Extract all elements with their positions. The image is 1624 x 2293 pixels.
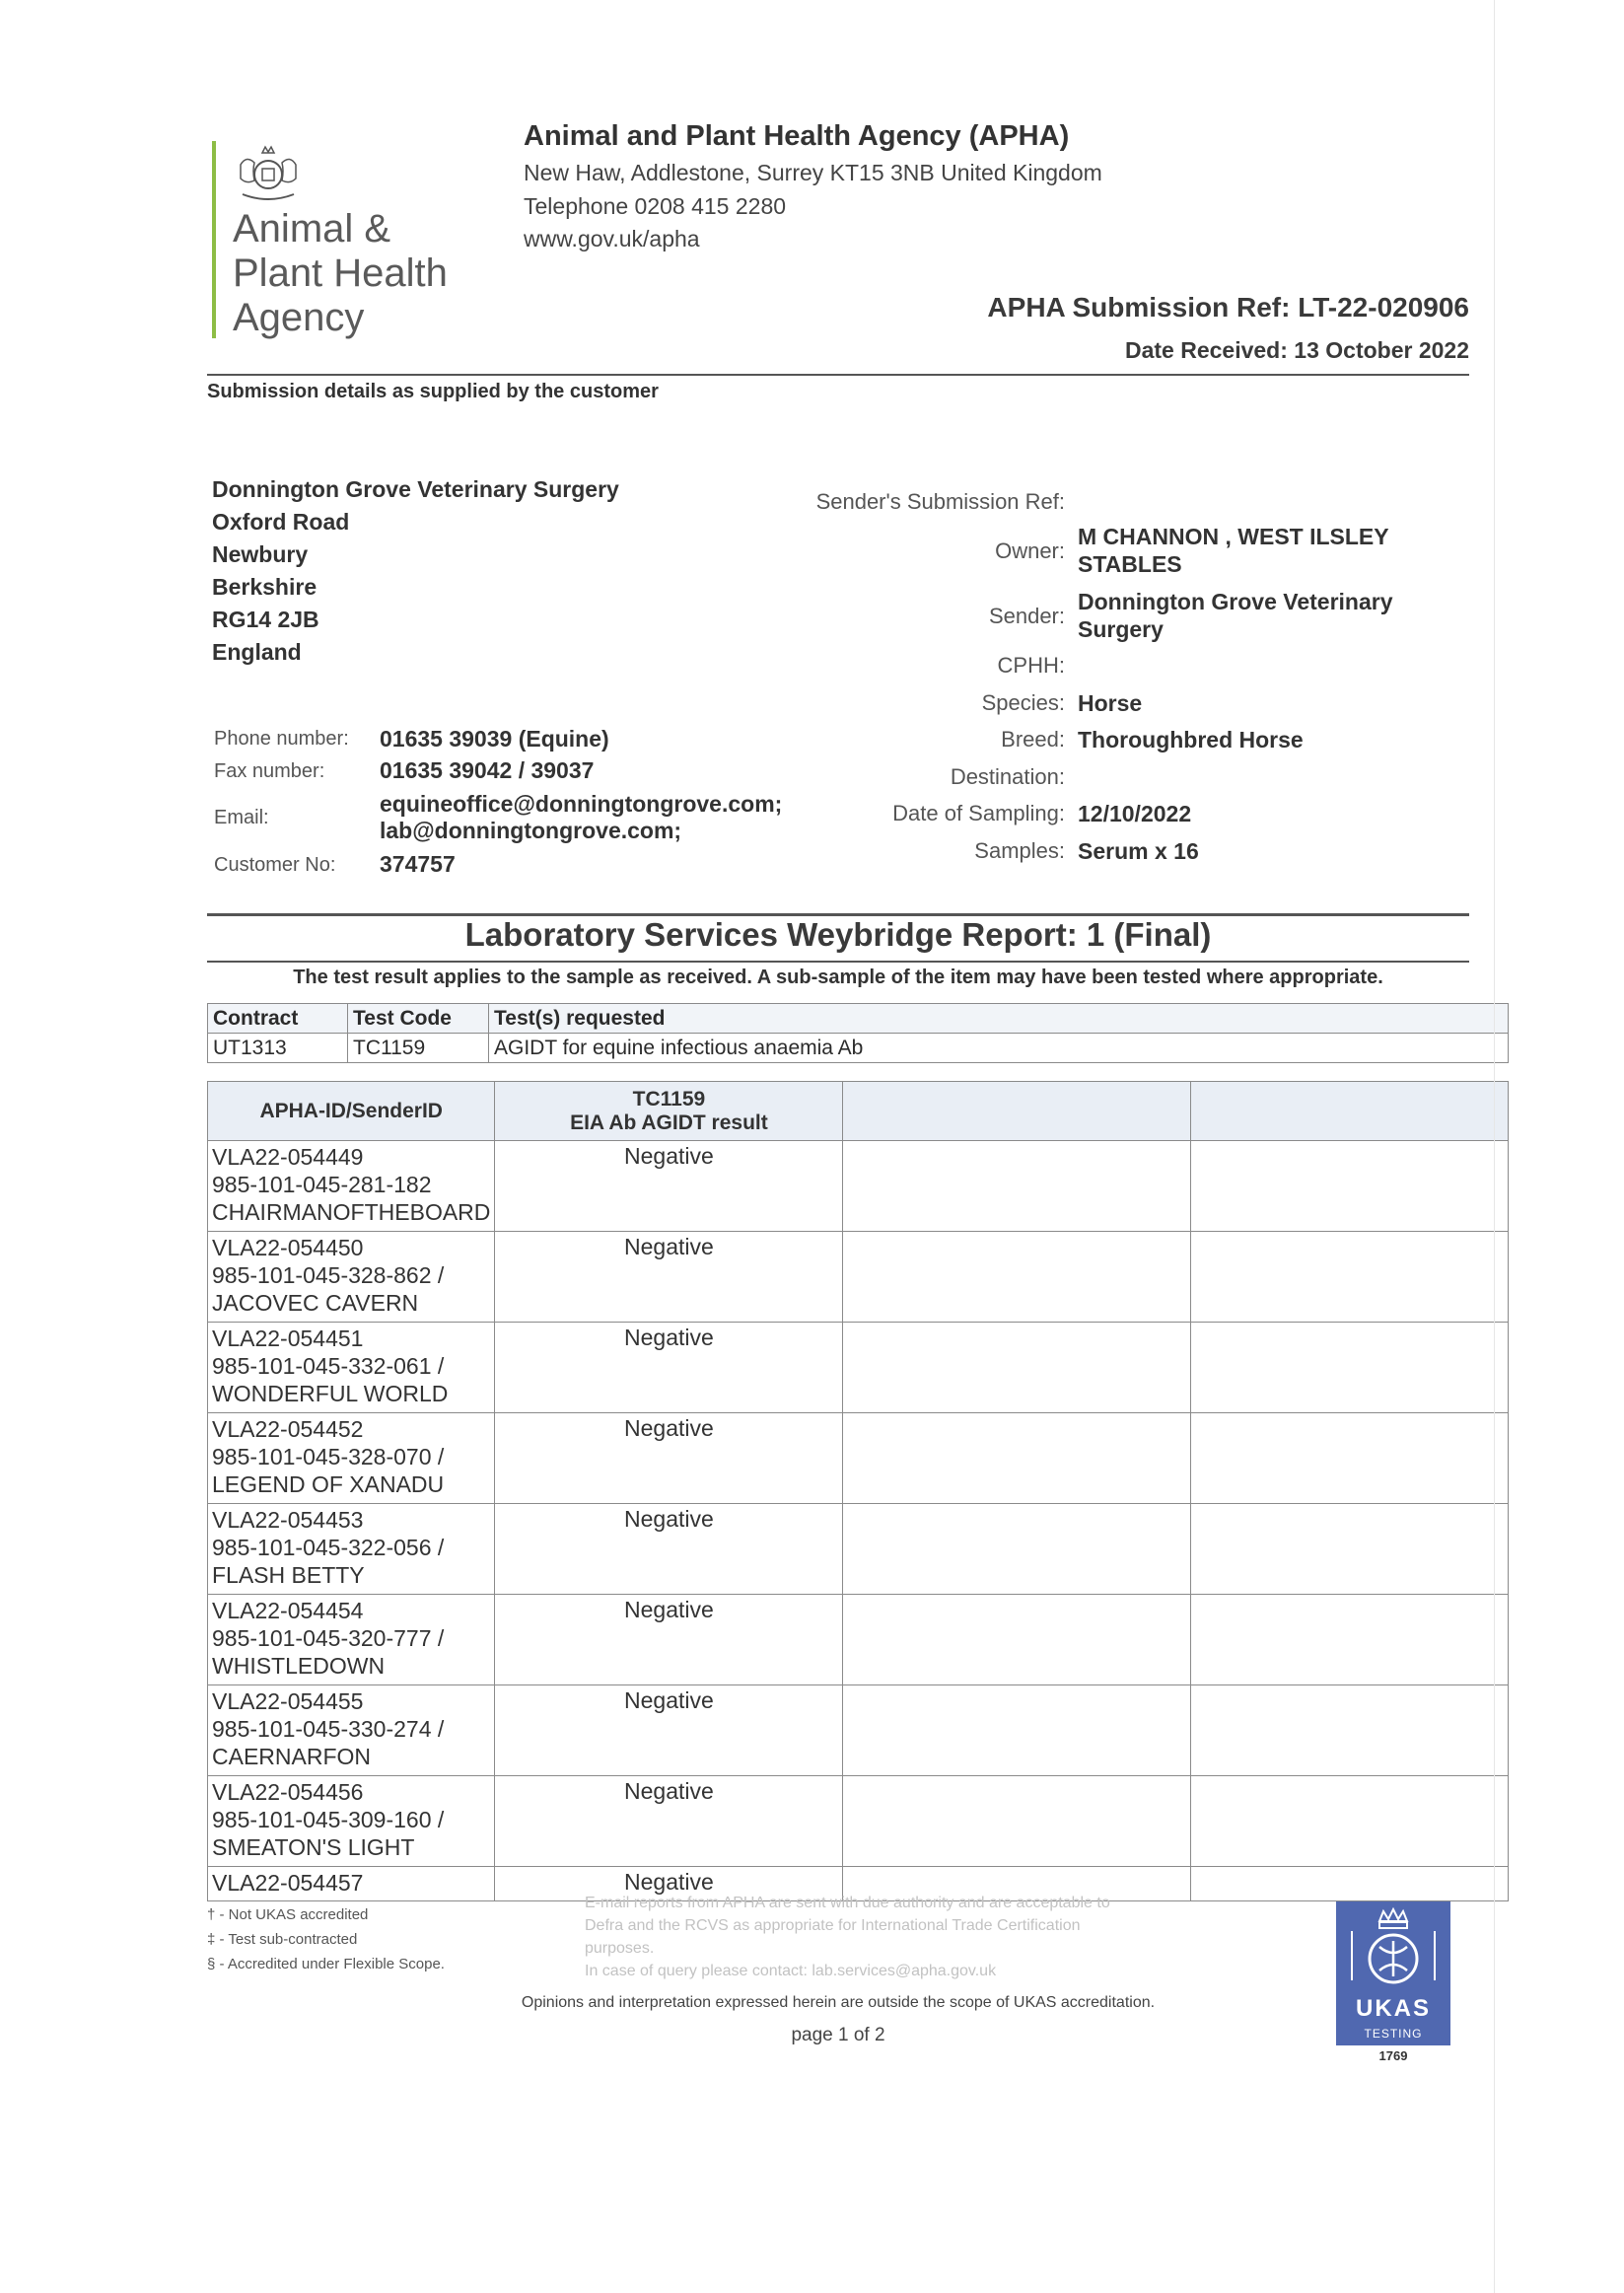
report-note: The test result applies to the sample as received. A sub-sample of the item may have been tested where appropriate.: [293, 967, 1383, 988]
empty-cell: [1191, 1323, 1509, 1413]
contract-cell: AGIDT for equine infectious anaemia Ab: [489, 1034, 1509, 1063]
email-disclaimer-line: In case of query please contact: lab.services@apha.gov.uk: [585, 1963, 997, 1979]
breed-value: Thoroughbred Horse: [1078, 727, 1304, 752]
empty-cell: [843, 1413, 1191, 1504]
table-row: [208, 1504, 1509, 1595]
sample-id: VLA22-054450: [212, 1235, 364, 1260]
sample-result: Negative: [495, 1776, 843, 1867]
phone-label: Phone number:: [214, 728, 349, 750]
sample-chip: 985-101-045-309-160 /: [212, 1807, 445, 1832]
sample-id-cell: [208, 1323, 495, 1413]
owner-value: [1078, 523, 1389, 578]
sample-result: Negative: [495, 1323, 843, 1413]
opinions-note: Opinions and interpretation expressed herein are outside the scope of UKAS accreditation.: [521, 1994, 1156, 2011]
sample-name: FLASH BETTY: [212, 1562, 365, 1588]
empty-cell: [843, 1141, 1191, 1232]
logo-line: Animal &: [233, 207, 391, 251]
org-name: Animal and Plant Health Agency (APHA): [524, 120, 1070, 152]
table-row: [208, 1776, 1509, 1867]
sample-id: VLA22-054454: [212, 1598, 364, 1623]
sample-chip: 985-101-045-320-777 /: [212, 1625, 445, 1651]
report-title: Laboratory Services Weybridge Report: 1 (Final): [464, 916, 1212, 953]
contract-cell: UT1313: [208, 1034, 348, 1063]
contract-cell: TC1159: [348, 1034, 489, 1063]
logo-accent-bar: [212, 141, 216, 338]
sample-name: LEGEND OF XANADU: [212, 1471, 445, 1497]
org-website[interactable]: www.gov.uk/apha: [524, 226, 700, 251]
empty-cell: [843, 1776, 1191, 1867]
email-disclaimer-line: E-mail reports from APHA are sent with due authority and are acceptable to: [585, 1895, 1110, 1911]
sample-result: Negative: [495, 1595, 843, 1685]
logo-line: Agency: [233, 296, 365, 339]
sample-id-cell: [208, 1776, 495, 1867]
sample-id-cell: [208, 1595, 495, 1685]
phone-value: 01635 39039 (Equine): [380, 726, 609, 752]
sample-id: VLA22-054449: [212, 1144, 364, 1170]
breed-label: Breed:: [1001, 727, 1065, 752]
sample-id-cell: [208, 1141, 495, 1232]
fax-value: 01635 39042 / 39037: [380, 757, 595, 783]
empty-cell: [843, 1232, 1191, 1323]
contract-header-cell: Test(s) requested: [489, 1004, 1509, 1034]
email-value[interactable]: [380, 791, 782, 844]
sample-id: VLA22-054453: [212, 1507, 364, 1533]
contract-table: [207, 1003, 1509, 1063]
contract-header-row: [208, 1004, 1509, 1034]
samples-label: Samples:: [974, 838, 1065, 863]
sample-result: Negative: [495, 1413, 843, 1504]
sample-result: Negative: [495, 1867, 843, 1901]
sample-chip: 985-101-045-332-061 /: [212, 1353, 445, 1379]
sample-id: VLA22-054457: [208, 1867, 495, 1901]
email-disclaimer-line: Defra and the RCVS as appropriate for International Trade Certification: [585, 1917, 1081, 1934]
sample-name: CAERNARFON: [212, 1744, 372, 1769]
customer-no-label: Customer No:: [214, 854, 336, 876]
destination-label: Destination:: [950, 764, 1065, 789]
sample-id-cell: [208, 1232, 495, 1323]
royal-crest-icon: [229, 143, 308, 204]
results-table: [207, 1081, 1509, 1901]
table-row: [208, 1232, 1509, 1323]
submission-details-heading: Submission details as supplied by the customer: [207, 381, 659, 402]
empty-cell: [843, 1323, 1191, 1413]
submission-ref: APHA Submission Ref: LT-22-020906: [987, 292, 1469, 322]
email-line[interactable]: lab@donningtongrove.com;: [380, 818, 682, 843]
results-header-test: [495, 1082, 843, 1141]
sample-result: Negative: [495, 1141, 843, 1232]
report-divider-bottom: [207, 961, 1469, 963]
address-line: RG14 2JB: [212, 607, 319, 632]
cphh-label: CPHH:: [997, 653, 1065, 678]
sample-id: VLA22-054451: [212, 1326, 364, 1351]
address-line: Newbury: [212, 541, 309, 567]
sample-chip: 985-101-045-330-274 /: [212, 1716, 445, 1742]
page-number: page 1 of 2: [791, 2025, 885, 2045]
owner-label: Owner:: [995, 538, 1065, 563]
contract-row: [208, 1034, 1509, 1063]
sender-ref-label: Sender's Submission Ref:: [815, 489, 1065, 514]
sample-id: VLA22-054456: [212, 1779, 364, 1805]
sample-chip: 985-101-045-328-070 /: [212, 1444, 445, 1469]
ukas-label: UKAS: [1355, 1995, 1431, 2022]
header-divider: [207, 374, 1469, 376]
sample-result: Negative: [495, 1685, 843, 1776]
owner-line: STABLES: [1078, 551, 1182, 577]
email-label: Email:: [214, 807, 269, 828]
sample-name: WONDERFUL WORLD: [212, 1381, 449, 1406]
email-disclaimer-line: purposes.: [585, 1940, 655, 1957]
sample-id-cell: [208, 1504, 495, 1595]
sample-chip: 985-101-045-322-056 /: [212, 1535, 445, 1560]
ukas-testing-label: TESTING: [1364, 2027, 1423, 2041]
logo-line: Plant Health: [233, 251, 448, 295]
empty-cell: [843, 1504, 1191, 1595]
empty-cell: [1191, 1776, 1509, 1867]
sampling-date-label: Date of Sampling:: [892, 801, 1065, 825]
footnotes: [207, 1902, 445, 1976]
table-row: [208, 1323, 1509, 1413]
sample-id-cell: [208, 1413, 495, 1504]
table-row: [208, 1413, 1509, 1504]
species-value: Horse: [1078, 690, 1143, 716]
fax-label: Fax number:: [214, 760, 325, 782]
sample-id-cell: [208, 1685, 495, 1776]
date-received: Date Received: 13 October 2022: [1124, 337, 1469, 363]
sender-label: Sender:: [988, 604, 1065, 628]
agency-logo-text: [233, 207, 448, 340]
empty-cell: [1191, 1232, 1509, 1323]
results-header-id: APHA-ID/SenderID: [208, 1082, 495, 1141]
sender-line: Donnington Grove Veterinary: [1078, 589, 1393, 614]
footnote: ‡ - Test sub-contracted: [207, 1931, 358, 1948]
org-address: New Haw, Addlestone, Surrey KT15 3NB United Kingdom: [524, 160, 1102, 185]
address-line: England: [212, 639, 302, 665]
sample-result: Negative: [495, 1232, 843, 1323]
email-disclaimer: [585, 1892, 1255, 1982]
sample-name: CHAIRMANOFTHEBOARD: [212, 1199, 491, 1225]
results-header-empty: [843, 1082, 1191, 1141]
ukas-badge: [1336, 1901, 1450, 2045]
table-row: [208, 1685, 1509, 1776]
customer-address: [212, 473, 619, 669]
sampling-date-value: 12/10/2022: [1078, 801, 1192, 826]
samples-value: Serum x 16: [1078, 838, 1199, 864]
species-label: Species:: [981, 690, 1065, 715]
results-header-row: [208, 1082, 1509, 1141]
results-header-code: TC1159: [632, 1087, 706, 1111]
address-line: Oxford Road: [212, 509, 350, 535]
table-row: [208, 1141, 1509, 1232]
footnote: § - Accredited under Flexible Scope.: [207, 1956, 445, 1972]
empty-cell: [1191, 1504, 1509, 1595]
sample-id: VLA22-054455: [212, 1688, 364, 1714]
owner-line: M CHANNON , WEST ILSLEY: [1078, 524, 1389, 549]
sample-name: SMEATON'S LIGHT: [212, 1834, 415, 1860]
address-line: Donnington Grove Veterinary Surgery: [212, 476, 619, 502]
empty-cell: [1191, 1595, 1509, 1685]
contract-header-cell: Test Code: [348, 1004, 489, 1034]
sample-id: VLA22-054452: [212, 1416, 364, 1442]
customer-no-value: 374757: [380, 851, 456, 877]
sample-name: WHISTLEDOWN: [212, 1653, 386, 1679]
scan-edge-line: [1494, 0, 1495, 2293]
empty-cell: [843, 1595, 1191, 1685]
sample-result: Negative: [495, 1504, 843, 1595]
address-line: Berkshire: [212, 574, 318, 600]
email-line[interactable]: equineoffice@donningtongrove.com;: [380, 791, 783, 817]
sample-name: JACOVEC CAVERN: [212, 1290, 419, 1316]
empty-cell: [1191, 1413, 1509, 1504]
sample-chip: 985-101-045-281-182: [212, 1172, 432, 1197]
ukas-crown-icon: [1336, 1901, 1450, 1995]
footnote: † - Not UKAS accredited: [207, 1906, 369, 1923]
contract-header-cell: Contract: [208, 1004, 348, 1034]
org-telephone: Telephone 0208 415 2280: [524, 193, 787, 219]
ukas-number: 1769: [1378, 2048, 1408, 2063]
empty-cell: [1191, 1685, 1509, 1776]
empty-cell: [843, 1685, 1191, 1776]
empty-cell: [1191, 1141, 1509, 1232]
sender-line: Surgery: [1078, 616, 1164, 642]
table-row: [208, 1595, 1509, 1685]
results-header-desc: EIA Ab AGIDT result: [570, 1111, 768, 1134]
results-header-empty: [1191, 1082, 1509, 1141]
sample-chip: 985-101-045-328-862 /: [212, 1262, 445, 1288]
sender-value: [1078, 588, 1393, 643]
